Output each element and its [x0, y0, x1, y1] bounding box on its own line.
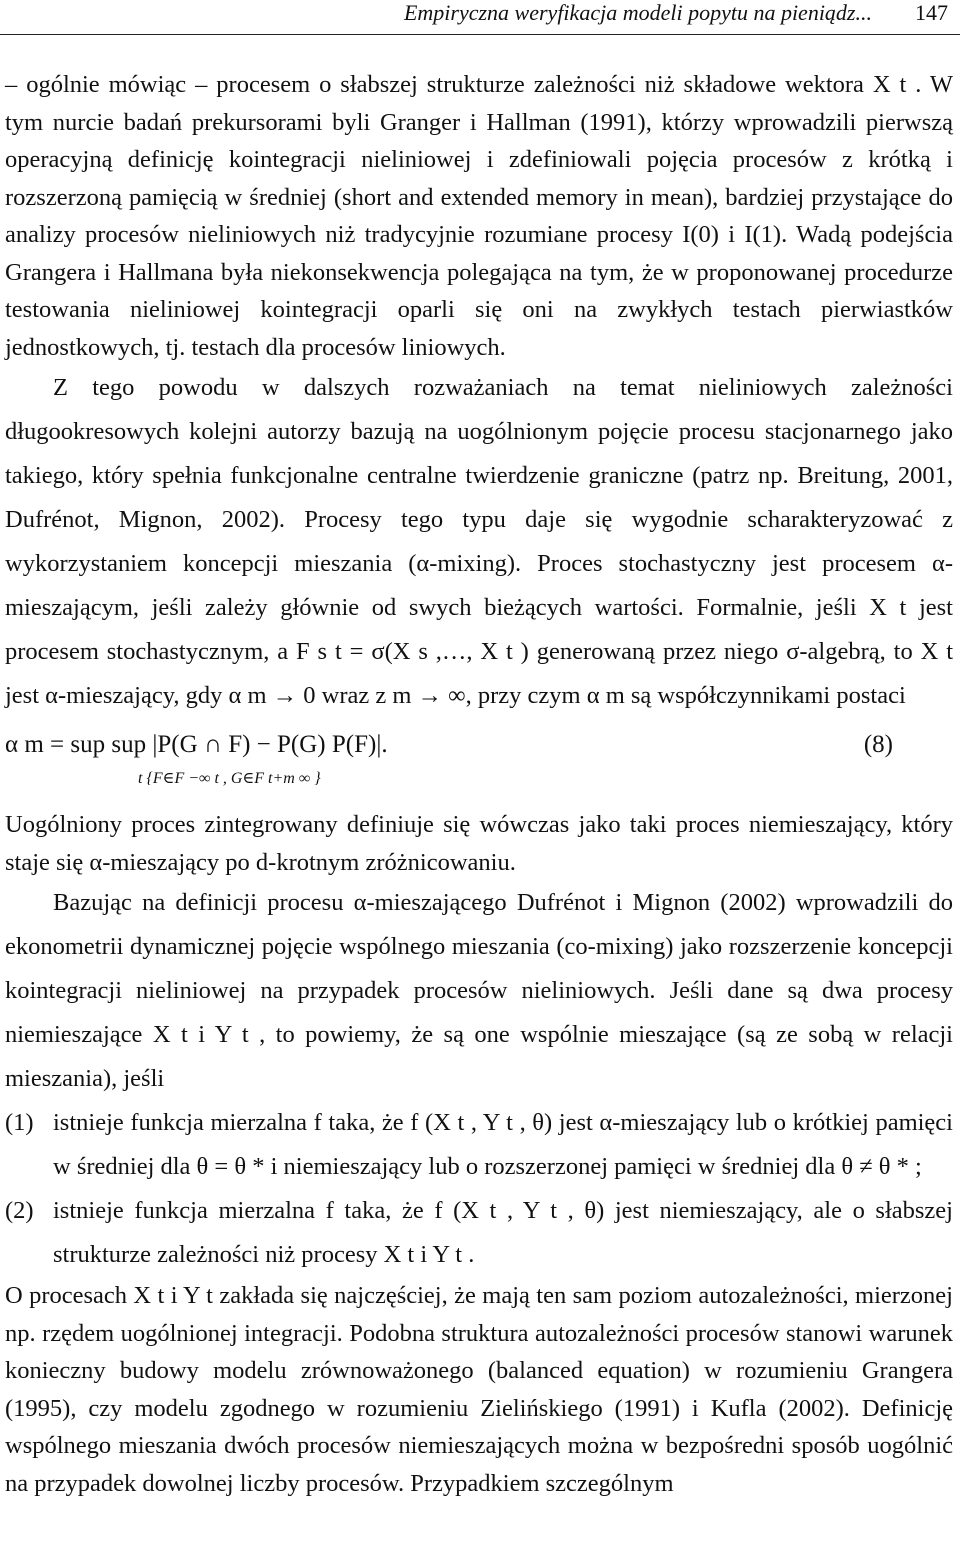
list-item-label: (1) [5, 1109, 34, 1136]
list-item [5, 1189, 953, 1277]
list-item-text: istnieje funkcja mierzalna f taka, że f (X t , Y t , θ) jest niemieszający, ale o słabszej strukturze zależności niż procesy X t i Y t . [53, 1197, 953, 1268]
list-item [5, 1101, 953, 1189]
paragraph: – ogólnie mówiąc – procesem o słabszej strukturze zależności niż składowe wektora X t . W tym nurcie badań prekursorami byli Granger i Hallman (1991), którzy wprowadzili pierwszą operacyjną definicję kointegracji nieliniowej i zdefiniowali pojęcia procesów z krótką i rozszerzoną pamięcią w średniej (short and extended memory in mean), bardziej przystające do analizy procesów nieliniowych niż tradycyjnie rozumiane procesy I(0) i I(1). Wadą podejścia Grangera i Hallmana była niekonsekwencja polegająca na tym, że w proponowanej procedurze testowania nieliniowej kointegracji oparli się oni na zwykłych testach pierwiastków jednostkowych, tj. testach dla procesów liniowych. [5, 71, 953, 361]
paragraph: O procesach X t i Y t zakłada się najczęściej, że mają ten sam poziom autozależności, mierzonej np. rzędem uogólnionej integracji. Podobna struktura autozależności procesów stanowi warunek konieczny budowy modelu zrównoważonego (balanced equation) w rozumieniu Grangera (1995), czy modelu zgodnego w rozumieniu Zielińskiego (1991) i Kufla (2002). Definicję wspólnego mieszania dwóch procesów niemieszających można w bezpośredni sposób uogólnić na przypadek dowolnej liczby procesów. Przypadkiem szczególnym [5, 1282, 953, 1497]
page-number: 147 [915, 0, 948, 25]
equation-subscript: t {F∈F −∞ t , G∈F t+m ∞ } [138, 770, 321, 787]
list-item-label: (2) [5, 1197, 34, 1224]
page-body [5, 66, 953, 1502]
paragraph: Bazując na definicji procesu α-mieszającego Dufrénot i Mignon (2002) wprowadzili do ekonometrii dynamicznej pojęcie wspólnego mieszania (co-mixing) jako rozszerzenie koncepcji kointegracji nieliniowej na przypadek procesów nieliniowych. Jeśli dane są dwa procesy niemieszające X t i Y t , to powiemy, że są one wspólnie mieszające (są ze sobą w relacji mieszania), jeśli [5, 889, 953, 1092]
page-header [0, 0, 960, 35]
equation-number: (8) [863, 731, 893, 758]
equation-body: α m = sup sup |P(G ∩ F) − P(G) P(F)|. [5, 731, 388, 758]
running-title: Empiryczna weryfikacja modeli popytu na pieniądz... [403, 0, 872, 25]
paragraph: Z tego powodu w dalszych rozważaniach na temat nieliniowych zależności długookresowych kolejni autorzy bazują na uogólnionym pojęcie procesu stacjonarnego jako takiego, który spełnia funkcjonalne centralne twierdzenie graniczne (patrz np. Breitung, 2001, Dufrénot, Mignon, 2002). Procesy tego typu daje się wygodnie scharakteryzować z wykorzystaniem koncepcji mieszania (α-mixing). Proces stochastyczny jest procesem α-mieszającym, jeśli zależy głównie od swych bieżących wartości. Formalnie, jeśli X t jest procesem stochastycznym, a F s t = σ(X s ,…, X t ) generowaną przez niego σ-algebrą, to X t jest α-mieszający, gdy α m → 0 wraz z m → ∞, przy czym α m są współczynnikami postaci [5, 374, 953, 709]
paragraph: Uogólniony proces zintegrowany definiuje się wówczas jako taki proces niemieszający, który staje się α-mieszający po d-krotnym zróżnicowaniu. [5, 811, 953, 876]
list-item-text: istnieje funkcja mierzalna f taka, że f (X t , Y t , θ) jest α-mieszający lub o krótkiej pamięci w średniej dla θ = θ * i niemieszający lub o rozszerzonej pamięci w średniej dla θ ≠ θ * ; [53, 1109, 953, 1180]
equation-8 [5, 720, 953, 802]
